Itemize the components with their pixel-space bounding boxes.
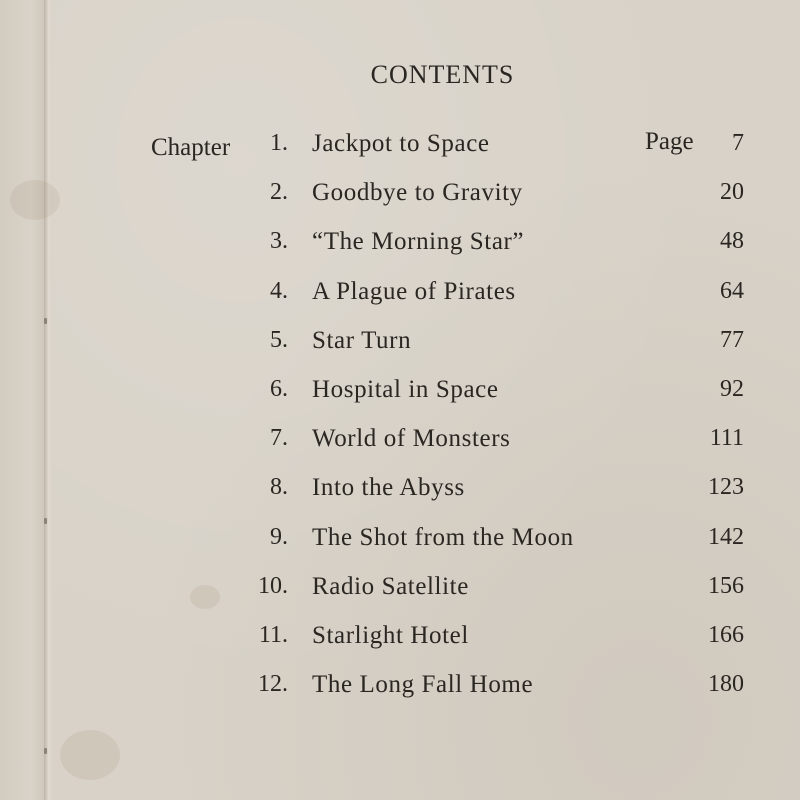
chapter-number: 1. (270, 130, 288, 156)
chapter-page: 77 (720, 327, 744, 353)
toc-entry (0, 474, 800, 514)
toc-entry (0, 130, 800, 170)
chapter-title: The Shot from the Moon (312, 524, 574, 551)
toc-entry (0, 179, 800, 219)
chapter-title: Goodbye to Gravity (312, 179, 523, 206)
chapter-page: 156 (708, 573, 744, 599)
toc-entry (0, 228, 800, 268)
chapter-page: 142 (708, 524, 744, 550)
chapter-title: Hospital in Space (312, 376, 499, 403)
toc-entry (0, 425, 800, 465)
chapter-page: 48 (720, 228, 744, 254)
chapter-number: 4. (270, 278, 288, 304)
toc-entry (0, 327, 800, 367)
chapter-title: Starlight Hotel (312, 622, 469, 649)
chapter-number: 11. (258, 622, 288, 648)
chapter-column-label: Chapter (151, 134, 231, 161)
chapter-page: 123 (708, 474, 744, 500)
chapter-page: 180 (708, 671, 744, 697)
chapter-title: Jackpot to Space (312, 130, 490, 157)
binding-stitch (44, 318, 47, 324)
chapter-number: 2. (270, 179, 288, 205)
chapter-number: 3. (270, 228, 288, 254)
toc-entry (0, 524, 800, 564)
chapter-page: 111 (709, 425, 744, 451)
chapter-number: 12. (258, 671, 288, 697)
toc-entry (0, 622, 800, 662)
chapter-page: 20 (720, 179, 744, 205)
chapter-number: 10. (258, 573, 288, 599)
chapter-number: 5. (270, 327, 288, 353)
chapter-title: Star Turn (312, 327, 412, 354)
chapter-title: The Long Fall Home (312, 671, 534, 698)
chapter-title: “The Morning Star” (312, 228, 525, 255)
toc-entry (0, 376, 800, 416)
toc-entry (0, 671, 800, 711)
chapter-title: World of Monsters (312, 425, 511, 452)
paper-stain (60, 730, 120, 780)
toc-entry (0, 573, 800, 613)
binding-stitch (44, 748, 47, 754)
chapter-title: Radio Satellite (312, 573, 469, 600)
chapter-number: 6. (270, 376, 288, 402)
toc-entry (0, 278, 800, 318)
chapter-number: 9. (270, 524, 288, 550)
chapter-number: 7. (270, 425, 288, 451)
chapter-title: A Plague of Pirates (312, 278, 516, 305)
chapter-title: Into the Abyss (312, 474, 465, 501)
chapter-page: 92 (720, 376, 744, 402)
page-column-label: Page (645, 128, 694, 155)
contents-heading: CONTENTS (370, 60, 515, 89)
chapter-page: 7 (732, 130, 744, 156)
chapter-number: 8. (270, 474, 288, 500)
chapter-page: 64 (720, 278, 744, 304)
chapter-page: 166 (708, 622, 744, 648)
